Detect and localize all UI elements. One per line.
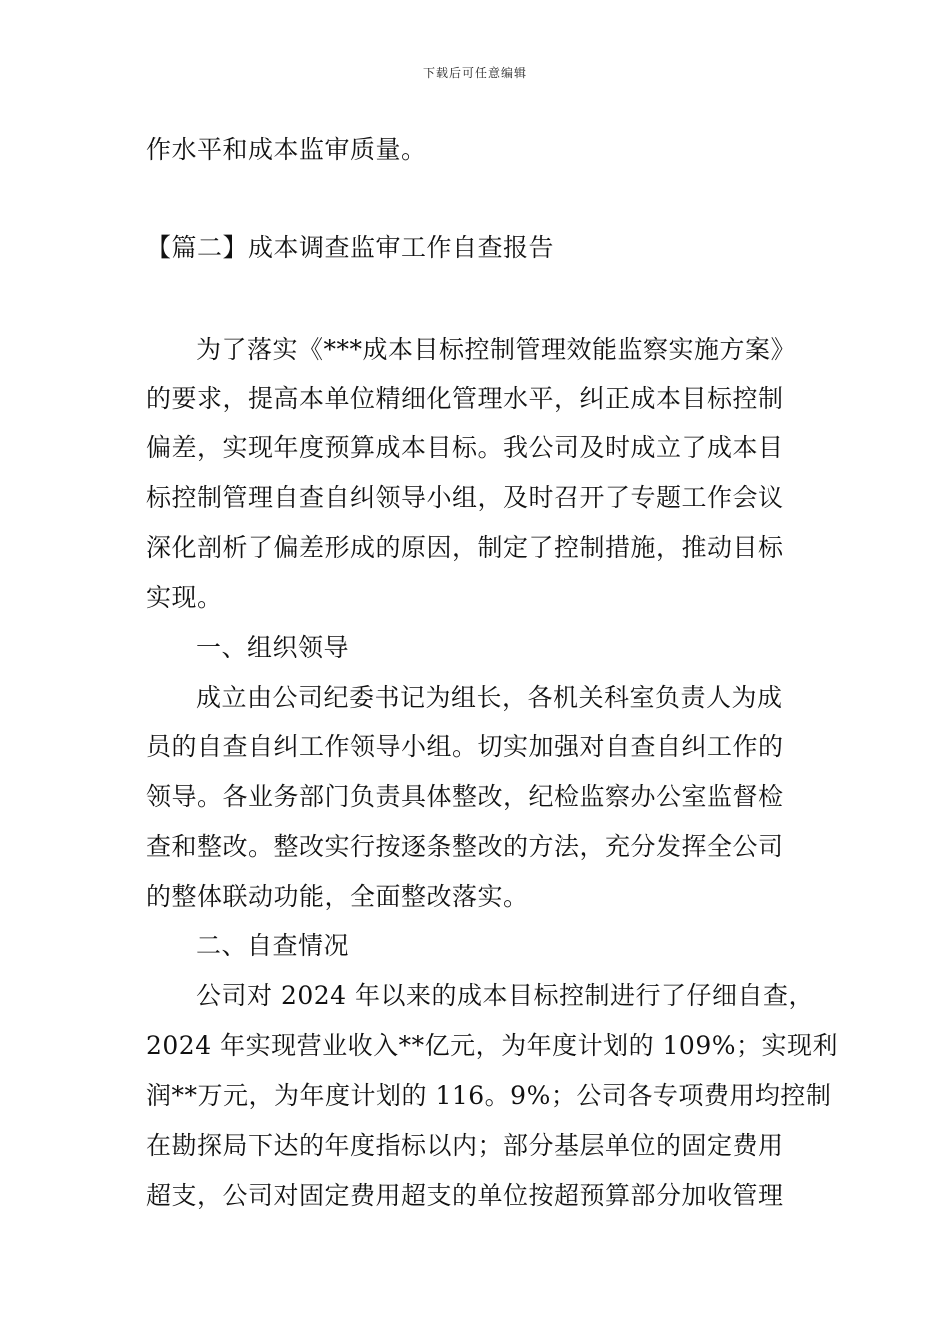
paragraph-line: 的要求，提高本单位精细化管理水平，纠正成本目标控制 [146,384,784,413]
heading-self-inspection: 二、自查情况 [196,931,350,960]
paragraph-line: 深化剖析了偏差形成的原因，制定了控制措施，推动目标 [146,533,784,562]
paragraph-line: 为了落实《***成本目标控制管理效能监察实施方案》 [196,335,797,364]
paragraph-line: 的整体联动功能，全面整改落实。 [146,882,529,911]
paragraph-line: 2024 年实现营业收入**亿元，为年度计划的 109%；实现利 [146,1031,838,1060]
paragraph-line: 查和整改。整改实行按逐条整改的方法，充分发挥全公司 [146,832,784,861]
page-header: 下载后可任意编辑 [422,66,527,80]
paragraph-line: 领导。各业务部门负责具体整改，纪检监察办公室监督检 [146,782,784,811]
paragraph-line: 公司对 2024 年以来的成本目标控制进行了仔细自查， [196,981,815,1010]
paragraph-line: 超支，公司对固定费用超支的单位按超预算部分加收管理 [146,1181,784,1210]
paragraph-line: 润**万元，为年度计划的 116。9%；公司各专项费用均控制 [146,1081,832,1110]
paragraph-line: 偏差，实现年度预算成本目标。我公司及时成立了成本目 [146,433,784,462]
section-title: 【篇二】成本调查监审工作自查报告 [146,233,555,262]
paragraph-line: 成立由公司纪委书记为组长，各机关科室负责人为成 [196,683,783,712]
paragraph-line: 在勘探局下达的年度指标以内；部分基层单位的固定费用 [146,1131,784,1160]
paragraph-line: 员的自查自纠工作领导小组。切实加强对自查自纠工作的 [146,732,784,761]
heading-organization: 一、组织领导 [196,633,350,662]
paragraph-line: 标控制管理自查自纠领导小组，及时召开了专题工作会议 [146,483,784,512]
continuation-line: 作水平和成本监审质量。 [146,135,427,164]
paragraph-line: 实现。 [146,583,223,612]
